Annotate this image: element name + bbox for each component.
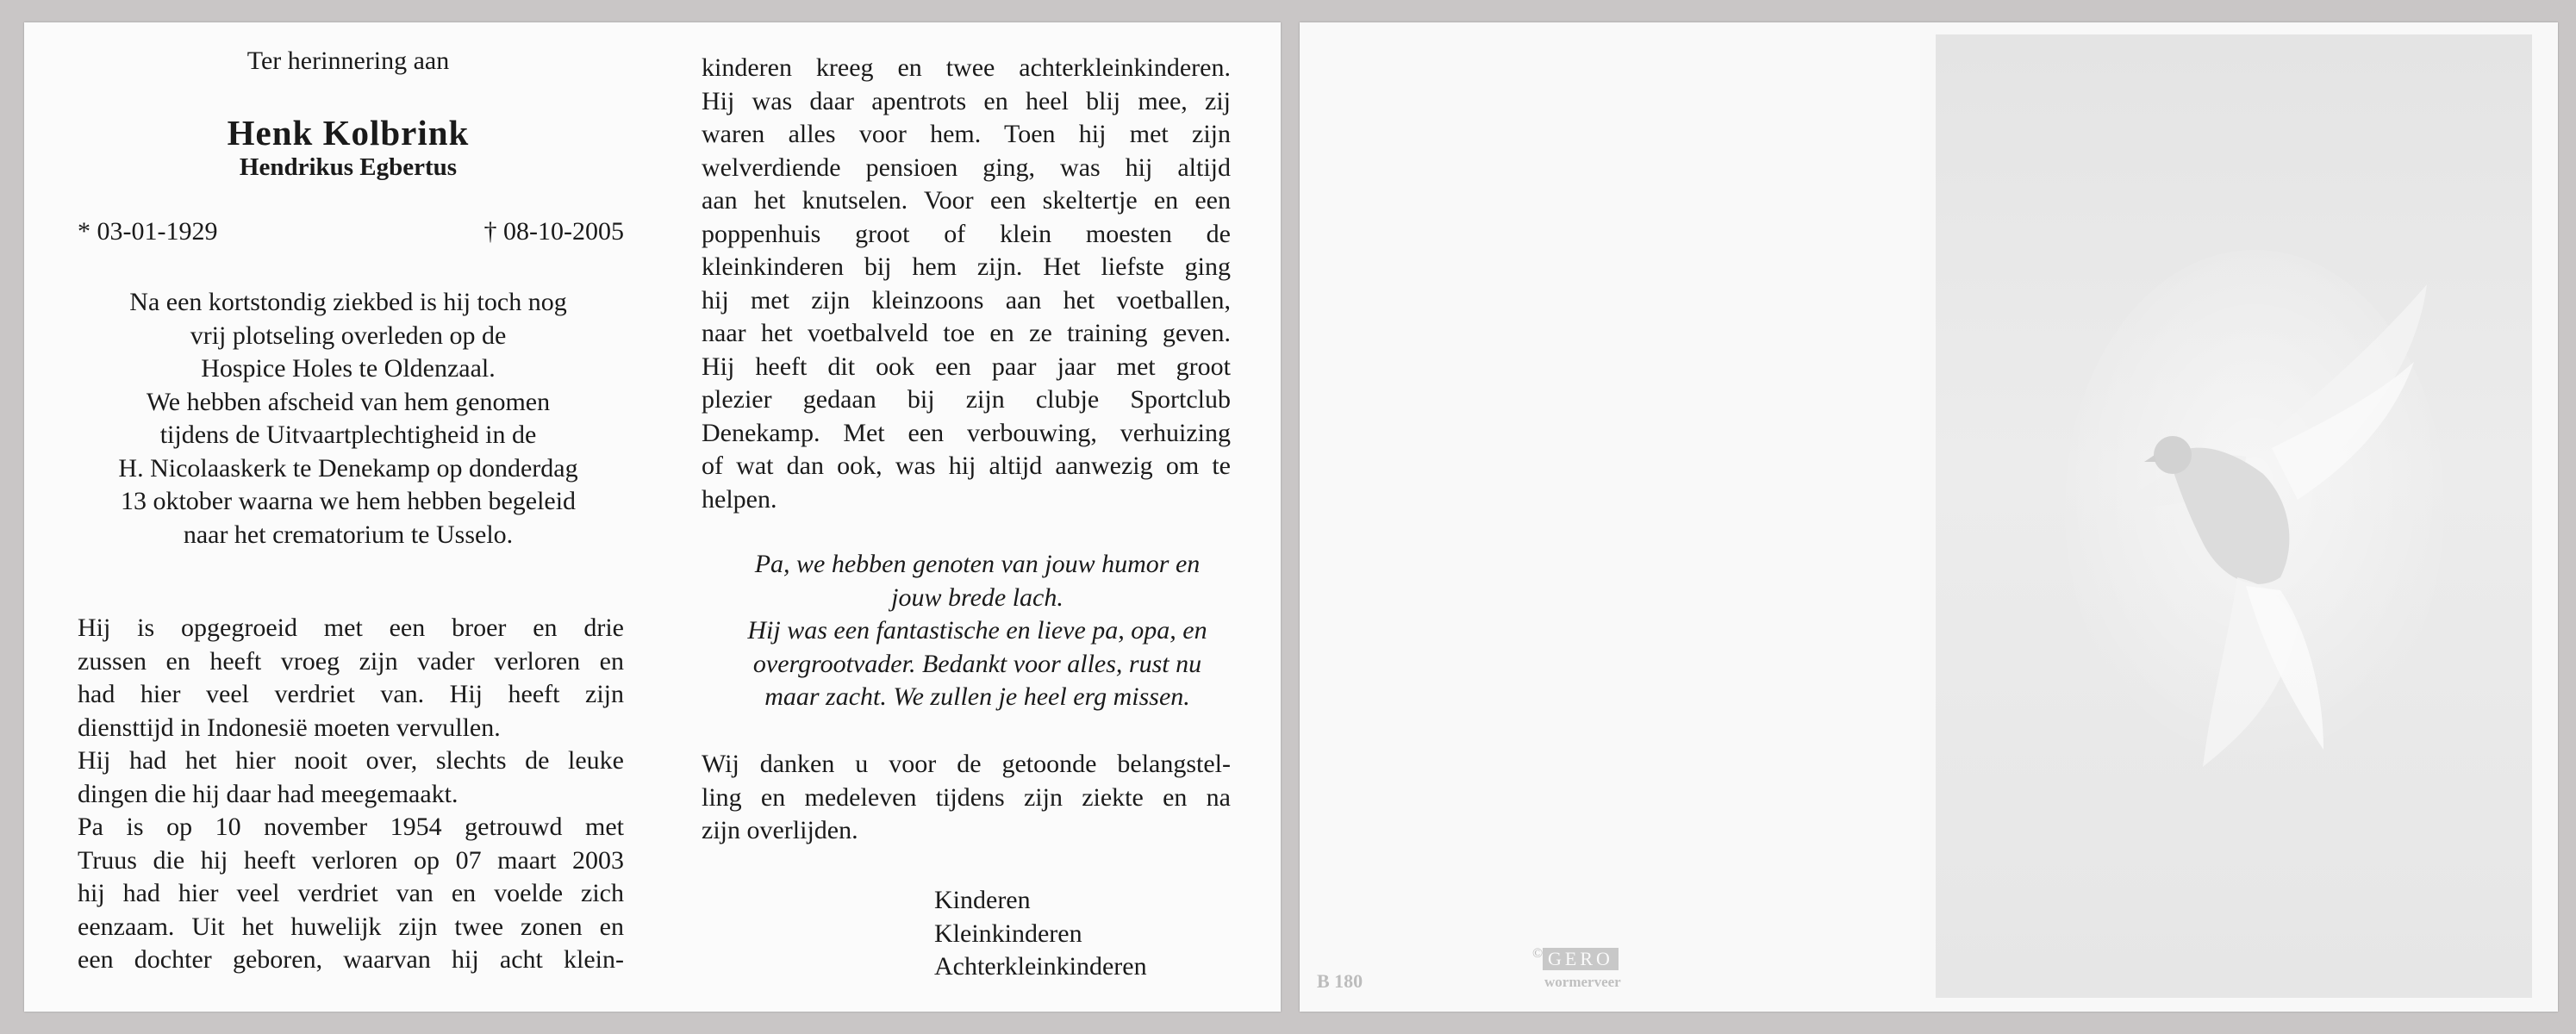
card-inner-sheet: [24, 22, 1281, 1012]
thanks-line: ling en medeleven tijdens zijn ziekte en na: [702, 782, 1231, 812]
bio-line: helpen.: [702, 484, 777, 514]
card-code: B 180: [1317, 970, 1363, 992]
bio-line: kinderen kreeg en twee achterkleinkinderen.: [702, 53, 1231, 82]
announcement-line: tijdens de Uitvaartplechtigheid in de: [159, 420, 537, 449]
card-outer-sheet: [1300, 22, 2558, 1012]
signer: Achterkleinkinderen: [934, 952, 1147, 981]
bio-line: welverdiende pensioen ging, was hij altijd: [702, 153, 1231, 182]
verse-line: Hij was een fantastische en lieve pa, opa, en: [747, 616, 1207, 645]
bio-line: naar het voetbalveld toe en ze training geven.: [702, 319, 1231, 347]
bio-line: had hier veel verdriet van. Hij heeft zijn: [78, 680, 624, 708]
bio-line: diensttijd in Indonesië moeten vervullen.: [78, 713, 501, 742]
verse-line: maar zacht. We zullen je heel erg missen.: [764, 682, 1190, 711]
bio-line: een dochter geboren, waarvan hij acht klein-: [78, 945, 624, 974]
bio-line: Pa is op 10 november 1954 getrouwd met: [78, 813, 624, 841]
bio-line: kleinkinderen bij hem zijn. Het liefste ging: [702, 252, 1231, 281]
announcement: [72, 286, 624, 551]
given-names: Hendrikus Egbertus: [239, 153, 458, 181]
bio-line: of wat dan ook, was hij altijd aanwezig om te: [702, 452, 1231, 480]
announcement-line: 13 oktober waarna we hem hebben begeleid: [120, 487, 577, 515]
bio-line: Hij had het hier nooit over, slechts de leuke: [78, 746, 624, 775]
deceased-name: Henk Kolbrink: [227, 113, 470, 153]
publisher-logo: [1532, 948, 1679, 1000]
dove-photo: [1936, 34, 2532, 998]
announcement-line: We hebben afscheid van hem genomen: [146, 387, 551, 416]
signer: Kleinkinderen: [934, 919, 1082, 948]
bio-line: Denekamp. Met een verbouwing, verhuizing: [702, 418, 1231, 447]
thanks-line: Wij danken u voor de getoonde belangstel-: [702, 750, 1231, 778]
logo-copyright: ©: [1532, 946, 1544, 961]
announcement-line: Na een kortstondig ziekbed is hij toch nog: [129, 288, 567, 316]
bio-line: Hij heeft dit ook een paar jaar met groot: [702, 352, 1231, 381]
death-date: † 08-10-2005: [483, 217, 624, 246]
dove-icon: [2065, 250, 2444, 784]
announcement-line: naar het crematorium te Usselo.: [183, 520, 514, 549]
bio-line: Truus die hij heeft verloren op 07 maart 2003: [78, 845, 624, 875]
front-page: [1936, 34, 2548, 1003]
announcement-line: Hospice Holes te Oldenzaal.: [201, 354, 496, 383]
intro-text: Ter herinnering aan: [246, 47, 450, 75]
bio-line: aan het knutselen. Voor een skeltertje en een: [702, 186, 1231, 215]
logo-name: GERO: [1543, 948, 1619, 970]
biography-part-2: [702, 52, 1231, 516]
bio-line: zussen en heeft vroeg zijn vader verloren en: [78, 646, 624, 676]
bio-line: hij met zijn kleinzoons aan het voetballen,: [702, 285, 1231, 315]
birth-date: * 03-01-1929: [78, 217, 218, 246]
announcement-line: vrij plotseling overleden op de: [190, 321, 507, 350]
back-page: [1300, 22, 1920, 1012]
bio-line: Hij is opgegroeid met een broer en drie: [78, 614, 624, 642]
verse-line: overgrootvader. Bedankt voor alles, rust nu: [752, 649, 1202, 678]
signers: [934, 884, 1244, 984]
bio-line: hij had hier veel verdriet van en voelde zich: [78, 879, 624, 907]
bio-line: poppenhuis groot of klein moesten de: [702, 219, 1231, 248]
memorial-verse: [702, 548, 1253, 714]
thanks-line: zijn overlijden.: [702, 816, 858, 844]
bio-line: waren alles voor hem. Toen hij met zijn: [702, 120, 1231, 148]
verse-line: Pa, we hebben genoten van jouw humor en: [754, 550, 1201, 578]
bio-line: eenzaam. Uit het huwelijk zijn twee zonen en: [78, 912, 624, 941]
signer: Kinderen: [934, 886, 1031, 914]
logo-place: wormerveer: [1544, 974, 1621, 990]
announcement-line: H. Nicolaaskerk te Denekamp op donderdag: [118, 453, 578, 483]
verse-line: jouw brede lach.: [891, 582, 1063, 612]
life-dates: [78, 217, 624, 246]
bio-line: plezier gedaan bij zijn clubje Sportclub: [702, 385, 1231, 414]
biography-part-1: [78, 612, 624, 977]
bio-line: dingen die hij daar had meegemaakt.: [78, 779, 458, 808]
thank-you-note: [702, 748, 1231, 848]
bio-line: Hij was daar apentrots en heel blij mee, zij: [702, 86, 1231, 115]
